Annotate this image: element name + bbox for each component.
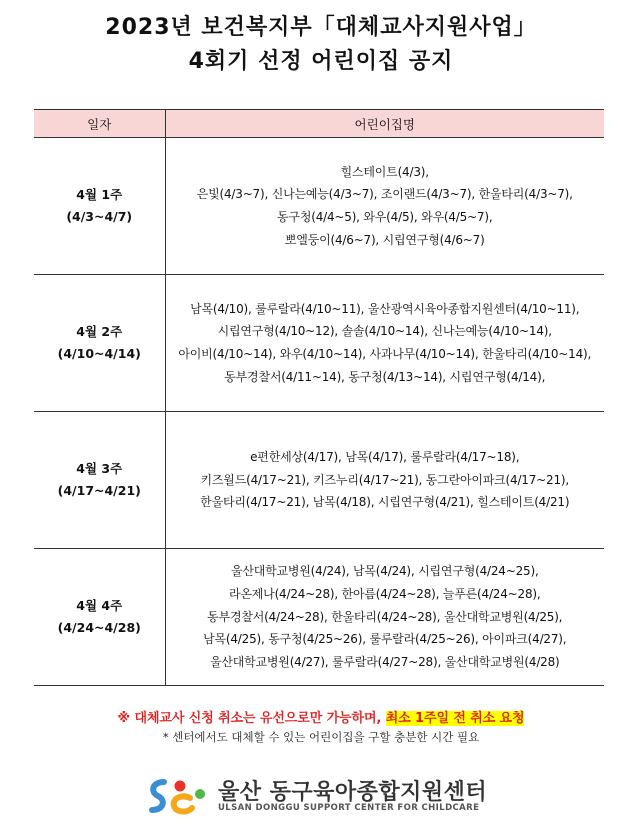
table-row <box>34 549 604 686</box>
week-range: (4/24~4/28) <box>57 620 141 635</box>
week-range: (4/10~4/14) <box>57 346 141 361</box>
table-header-row <box>34 110 604 138</box>
header-center-name: 어린이집명 <box>165 110 604 138</box>
week-cell <box>34 412 165 549</box>
center-line: 은빛(4/3~7), 신나는예능(4/3~7), 조이랜드(4/3~7), 한울타리(4/3~7), <box>196 187 573 202</box>
week-cell <box>34 549 165 686</box>
centers-cell <box>165 412 604 549</box>
center-line: 동부경찰서(4/24~28), 한울타리(4/24~28), 울산대학교병원(4/25), <box>207 609 563 624</box>
title-line-1: 2023년 보건복지부「대체교사지원사업」 <box>105 15 537 40</box>
center-line: 뽀엘둥이(4/6~7), 시립연구형(4/6~7) <box>284 232 485 247</box>
logo-name-en: ULSAN DONGGU SUPPORT CENTER FOR CHILDCARE <box>218 803 480 813</box>
title-line-2: 4회기 선정 어린이집 공지 <box>188 49 454 74</box>
week-range: (4/3~4/7) <box>66 209 133 224</box>
week-label: 4월 3주 <box>76 461 123 476</box>
table-row <box>34 138 604 275</box>
week-cell <box>34 138 165 275</box>
center-line: 동부경찰서(4/11~14), 동구청(4/13~14), 시립연구형(4/14), <box>224 369 546 384</box>
centers-cell <box>165 549 604 686</box>
table-row <box>34 412 604 549</box>
center-line: 라온제나(4/24~28), 한아름(4/24~28), 늘푸른(4/24~28), <box>229 586 541 601</box>
sub-note: * 센터에서도 대체할 수 있는 어린이집을 구할 충분한 시간 필요 <box>162 730 480 744</box>
cancellation-notice <box>0 707 642 726</box>
center-line: 남목(4/25), 동구청(4/25~26), 룰루랄라(4/25~26), 아이파크(4/27), <box>203 632 567 647</box>
week-cell <box>34 275 165 412</box>
center-line: 한울타리(4/17~21), 남목(4/18), 시립연구형(4/21), 힐스테이트(4/21) <box>200 495 570 510</box>
centers-cell <box>165 275 604 412</box>
center-line: 울산대학교병원(4/27), 룰루랄라(4/27~28), 울산대학교병원(4/28) <box>209 655 560 670</box>
center-line: 아이비(4/10~14), 와우(4/10~14), 사과나무(4/10~14), 한울타리(4/10~14), <box>178 347 592 361</box>
week-label: 4월 4주 <box>76 598 123 613</box>
center-line: 시립연구형(4/10~12), 솔솔(4/10~14), 신나는예능(4/10~14), <box>217 324 552 339</box>
center-line: 키즈월드(4/17~21), 키즈누리(4/17~21), 동그란아이파크(4/17~21), <box>200 472 569 487</box>
table-row <box>34 275 604 412</box>
center-logo <box>146 774 506 818</box>
center-line: 동구청(4/4~5), 와우(4/5), 와우(4/5~7), <box>277 210 493 224</box>
childcare-logo-icon <box>146 776 212 816</box>
header-date: 일자 <box>34 110 165 138</box>
week-label: 4월 1주 <box>76 187 123 202</box>
center-line: 남목(4/10), 룰루랄라(4/10~11), 울산광역시육아종합지원센터(4/10~11), <box>190 301 580 316</box>
notice-highlight: 최소 1주일 전 취소 요청 <box>385 711 525 726</box>
center-line: 힐스테이트(4/3), <box>340 164 429 179</box>
centers-cell <box>165 138 604 275</box>
center-line: e편한세상(4/17), 남목(4/17), 룰루랄라(4/17~18), <box>250 449 520 464</box>
schedule-table <box>34 109 604 686</box>
notice-text: ※ 대체교사 신청 취소는 유선으로만 가능하며, <box>117 711 386 726</box>
logo-name-ko: 울산 동구육아종합지원센터 <box>218 780 488 805</box>
week-label: 4월 2주 <box>76 324 123 339</box>
week-range: (4/17~4/21) <box>57 483 141 498</box>
center-line: 울산대학교병원(4/24), 남목(4/24), 시립연구형(4/24~25), <box>230 564 539 579</box>
